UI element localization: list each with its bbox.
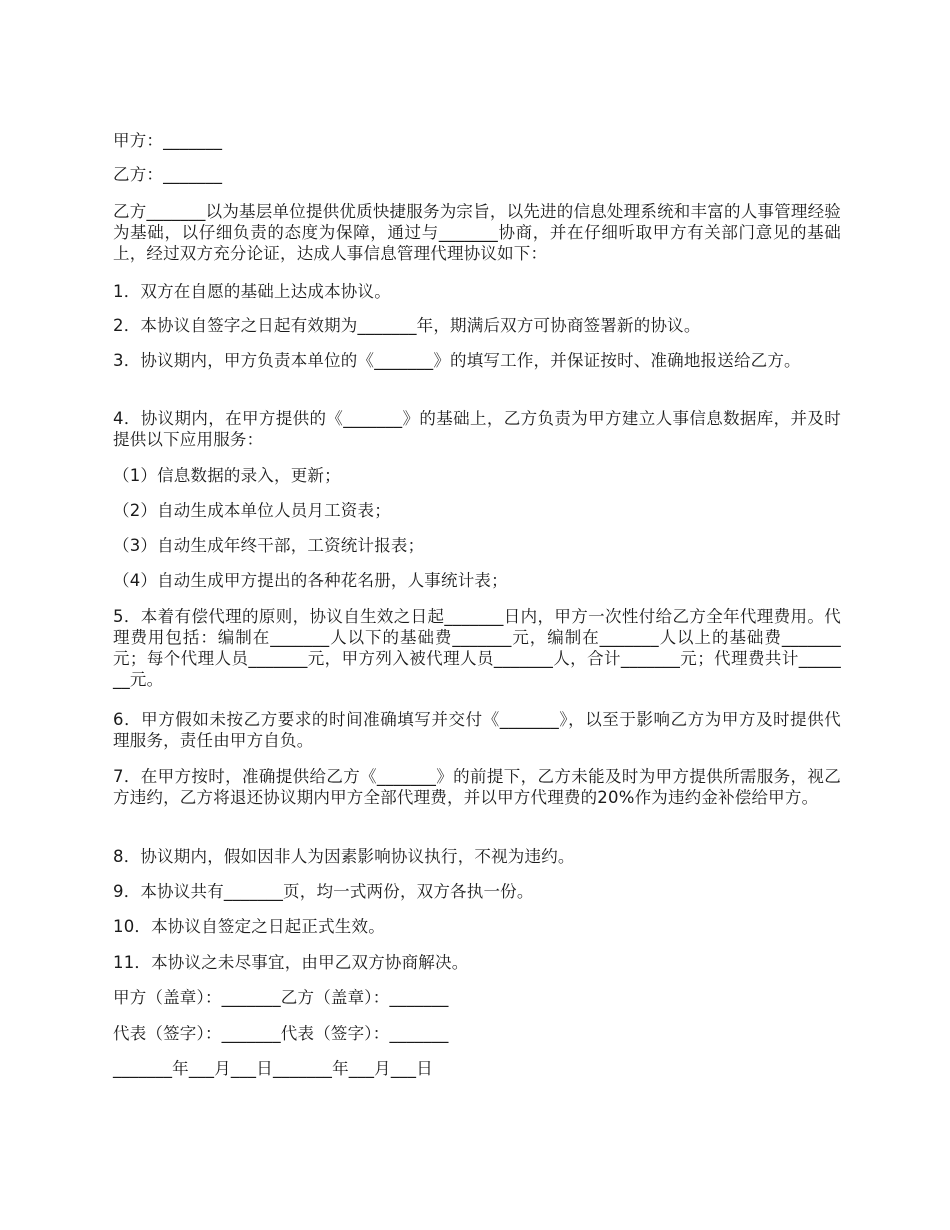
representative-line: 代表（签字）：_______代表（签字）：_______ [113,1024,449,1043]
clause-10: 10．本协议自签定之日起正式生效。 [113,917,385,936]
party-a-line: 甲方：_______ [113,131,223,150]
clause-9: 9．本协议共有_______页，均一式两份，双方各执一份。 [113,882,534,901]
clause-2: 2．本协议自签字之日起有效期为_______年，期满后双方可协商签署新的协议。 [113,316,701,335]
intro-paragraph: 乙方_______以为基层单位提供优质快捷服务为宗旨，以先进的信息处理系统和丰富的人事管理经验为基础，以仔细负责的态度为保障，通过与_______协商，并在仔细听取甲方有关部门意见的基础上，经过双方充分论证，达成人事信息管理代理协议如下： [113,202,841,263]
clause-4-item-3: （3）自动生成年终干部，工资统计报表； [113,536,425,555]
clause-6: 6．甲方假如未按乙方要求的时间准确填写并交付《_______》，以至于影响乙方为甲方及时提供代理服务，责任由甲方自负。 [113,710,841,750]
clause-4: 4．协议期内，在甲方提供的《_______》的基础上，乙方负责为甲方建立人事信息数据库，并及时提供以下应用服务： [113,409,841,449]
clause-8: 8．协议期内，假如因非人为因素影响协议执行，不视为违约。 [113,847,575,866]
date-line: _______年___月___日_______年___月___日 [113,1059,433,1078]
clause-7: 7．在甲方按时，准确提供给乙方《_______》的前提下，乙方未能及时为甲方提供所需服务，视乙方违约，乙方将退还协议期内甲方全部代理费，并以甲方代理费的20%作为违约金补偿给甲方。 [113,767,841,807]
party-b-line: 乙方：_______ [113,165,223,184]
seal-line: 甲方（盖章）：_______乙方（盖章）：_______ [113,988,449,1007]
clause-4-item-1: （1）信息数据的录入，更新； [113,466,341,485]
clause-11: 11．本协议之未尽事宜，由甲乙双方协商解决。 [113,953,469,972]
clause-3: 3．协议期内，甲方负责本单位的《_______》的填写工作，并保证按时、准确地报送给乙方。 [113,351,801,370]
clause-5: 5．本着有偿代理的原则，协议自生效之日起_______日内，甲方一次性付给乙方全年代理费用。代理费用包括：编制在_______人以下的基础费_______元，编制在_______人以上的基础费_______元；每个代理人员_______元，甲方列入被代理人员_______人，合计_______元；代理费共计_______元。 [113,607,841,689]
clause-4-item-2: （2）自动生成本单位人员月工资表； [113,501,391,520]
clause-1: 1．双方在自愿的基础上达成本协议。 [113,282,391,301]
clause-4-item-4: （4）自动生成甲方提出的各种花名册，人事统计表； [113,571,508,590]
